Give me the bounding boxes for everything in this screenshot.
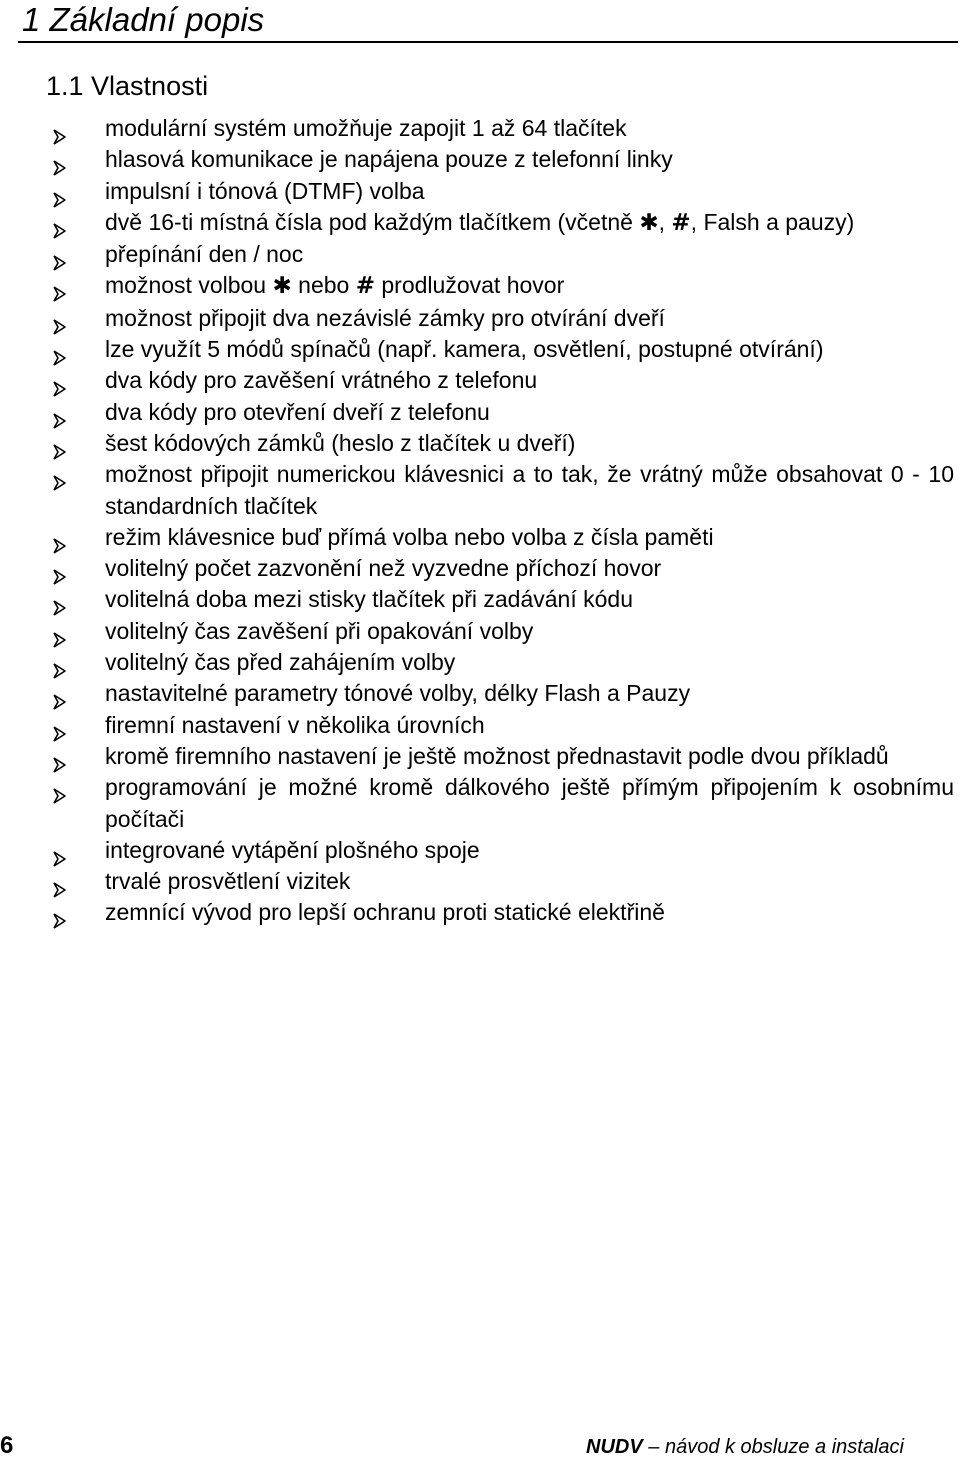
feature-item [0, 113, 954, 144]
feature-text: režim klávesnice buď přímá volba nebo volba z čísla paměti [105, 523, 714, 550]
arrow-bullet-icon [53, 593, 67, 609]
feature-text: nastavitelné parametry tónové volby, délky Flash a Pauzy [105, 680, 691, 707]
feature-text: volitelný počet zazvonění než vyzvedne příchozí hovor [105, 555, 662, 582]
feature-item [0, 176, 954, 207]
feature-item [0, 334, 954, 365]
feature-item [0, 710, 954, 741]
arrow-bullet-icon [53, 625, 67, 641]
feature-list [0, 113, 960, 929]
feature-text: volitelná doba mezi stisky tlačítek při zadávání kódu [105, 586, 633, 613]
feature-text: firemní nastavení v několika úrovních [105, 711, 485, 738]
feature-text: nebo [291, 272, 356, 299]
arrow-bullet-icon [53, 343, 67, 359]
arrow-bullet-icon [53, 248, 67, 264]
arrow-bullet-icon [53, 216, 67, 232]
feature-text: volitelný čas zavěšení při opakování volby [105, 617, 534, 644]
feature-text: integrované vytápění plošného spoje [105, 836, 480, 863]
feature-text: dva kódy pro zavěšení vrátného z telefonu [105, 367, 538, 394]
feature-item [0, 678, 954, 709]
arrow-bullet-icon [53, 374, 67, 390]
feature-item [0, 365, 954, 396]
feature-text: dva kódy pro otevření dveří z telefonu [105, 398, 490, 425]
feature-item [0, 239, 954, 270]
feature-text: volitelný čas před zahájením volby [105, 649, 456, 676]
feature-text: lze využít 5 módů spínačů (např. kamera, osvětlení, postupné otvírání) [105, 336, 824, 363]
footer-title [586, 1434, 904, 1460]
arrow-bullet-icon [53, 687, 67, 703]
arrow-bullet-icon [53, 781, 67, 797]
arrow-bullet-icon [53, 122, 67, 138]
feature-item [0, 144, 954, 175]
page-number: 6 [0, 1432, 14, 1459]
asterisk-symbol: ✱ [639, 209, 659, 236]
feature-text: možnost připojit numerickou klávesnici a to tak, že vrátný může obsahovat 0 - 10 standardních tlačítek [105, 461, 954, 519]
arrow-bullet-icon [53, 437, 67, 453]
arrow-bullet-icon [53, 750, 67, 766]
feature-item [0, 616, 954, 647]
arrow-bullet-icon [53, 185, 67, 201]
feature-item [0, 647, 954, 678]
feature-item [0, 428, 954, 459]
arrow-bullet-icon [53, 153, 67, 169]
feature-item [0, 459, 954, 522]
footer-brand: NUDV [586, 1436, 643, 1458]
arrow-bullet-icon [53, 279, 67, 295]
feature-text: zemnící vývod pro lepší ochranu proti statické elektřině [105, 899, 665, 926]
section-title: 1.1 Vlastnosti [46, 71, 209, 101]
feature-text: programování je možné kromě dálkového ještě přímým připojením k osobnímu počítači [105, 774, 954, 832]
feature-item [0, 772, 954, 835]
feature-item [0, 741, 954, 772]
arrow-bullet-icon [53, 875, 67, 891]
hash-symbol: # [355, 273, 375, 300]
feature-item [0, 303, 954, 334]
arrow-bullet-icon [53, 719, 67, 735]
arrow-bullet-icon [53, 468, 67, 484]
feature-text: trvalé prosvětlení vizitek [105, 868, 351, 895]
feature-text: , Falsh a pauzy) [690, 208, 855, 235]
feature-text: šest kódových zámků (heslo z tlačítek u dveří) [105, 429, 576, 456]
feature-item [0, 835, 954, 866]
feature-text: přepínání den / noc [105, 241, 304, 268]
feature-item [0, 270, 954, 302]
feature-text: hlasová komunikace je napájena pouze z telefonní linky [105, 146, 673, 173]
feature-text: modulární systém umožňuje zapojit 1 až 64 tlačítek [105, 115, 627, 141]
feature-item [0, 397, 954, 428]
chapter-title: 1 Základní popis [22, 1, 265, 38]
feature-item [0, 207, 954, 239]
chapter-rule [18, 41, 958, 43]
footer-doc-title: – návod k obsluze a instalaci [642, 1436, 904, 1458]
feature-text: kromě firemního nastavení je ještě možnost přednastavit podle dvou příkladů [105, 742, 889, 769]
feature-text: možnost připojit dva nezávislé zámky pro otvírání dveří [105, 304, 665, 331]
arrow-bullet-icon [53, 656, 67, 672]
arrow-bullet-icon [53, 531, 67, 547]
arrow-bullet-icon [53, 312, 67, 328]
feature-item [0, 553, 954, 584]
feature-text: , [658, 208, 672, 235]
feature-item [0, 584, 954, 615]
arrow-bullet-icon [53, 844, 67, 860]
hash-symbol: # [671, 209, 691, 236]
arrow-bullet-icon [53, 406, 67, 422]
feature-text: možnost volbou [105, 272, 273, 299]
feature-item [0, 866, 954, 897]
feature-text: impulsní i tónová (DTMF) volba [105, 177, 425, 204]
feature-text: dvě 16-ti místná čísla pod každým tlačítkem (včetně [105, 208, 640, 235]
feature-text: prodlužovat hovor [375, 272, 565, 299]
feature-item [0, 897, 954, 928]
arrow-bullet-icon [53, 906, 67, 922]
asterisk-symbol: ✱ [272, 273, 292, 300]
feature-item [0, 522, 954, 553]
arrow-bullet-icon [53, 562, 67, 578]
